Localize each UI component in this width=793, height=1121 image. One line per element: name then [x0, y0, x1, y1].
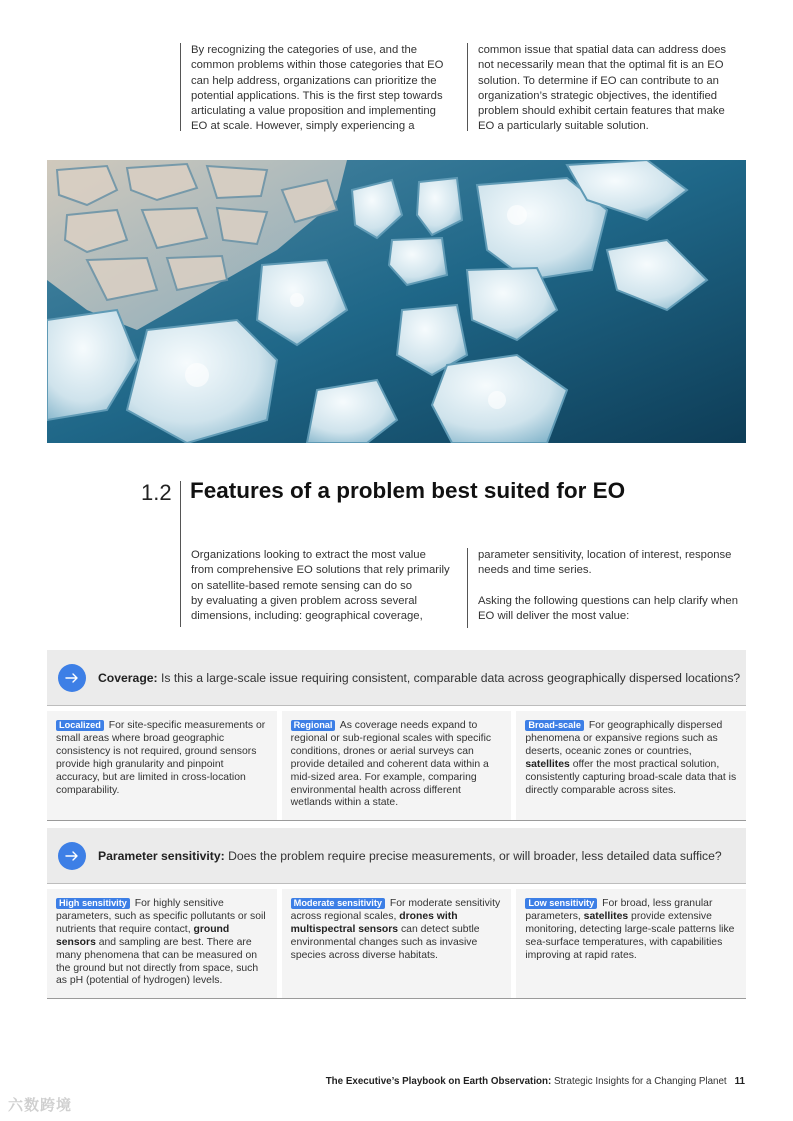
intro-right-line: organization’s strategic objectives, the identified [478, 89, 718, 102]
broad-scale-badge: Broad-scale [525, 720, 584, 731]
intro-right-line: not necessarily mean that the optimal fit is an EO [478, 59, 724, 72]
intro-right-line: common issue that spatial data can address does [478, 44, 727, 56]
footer-subtitle: Strategic Insights for a Changing Planet [551, 1076, 727, 1087]
section-intro-left-line: Organizations looking to extract the most value [191, 549, 426, 561]
intro-left-line: articulating a value proposition and implementing [191, 105, 436, 118]
sensitivity-label: Parameter sensitivity: [98, 849, 225, 863]
section-intro-left-line: dimensions, including: geographical coverage, [191, 610, 423, 623]
section-title: Features of a problem best suited for EO [190, 478, 626, 503]
card-text: As coverage needs expand to regional or sub-regional scales with specific conditions, drones or aerial surveys can provide detailed and coherent data within a mid-sized area. For example, comparing environmental health across different wetlands within a state. [290, 720, 492, 809]
sensitivity-card-moderate [282, 889, 512, 998]
moderate-sensitivity-badge: Moderate sensitivity [291, 898, 385, 909]
watermark: 六数跨境 [8, 1097, 73, 1114]
intro-left-text [191, 43, 466, 135]
section-heading-rule [180, 481, 181, 627]
sensitivity-question-text: Does the problem require precise measurements, or will broader, less detailed data suffice? [224, 849, 722, 863]
footer-title: The Executive’s Playbook on Earth Observation: [325, 1076, 552, 1087]
intro-left-line: can help address, organizations can prioritize the [191, 74, 437, 87]
intro-right-line: solution. To determine if EO can contribute to an [478, 74, 719, 87]
page-number: 11 [734, 1076, 745, 1087]
card-text: For site-specific measurements or small areas where broad geographic consistency is not required, ground sensors provide high granularity and pinpoint accuracy, but are limited in cross-location comparability. [56, 720, 266, 796]
card-emphasis: satellites [525, 758, 570, 770]
coverage-question-text: Is this a large-scale issue requiring consistent, comparable data across geographically dispersed locations? [157, 671, 741, 685]
coverage-card-regional [282, 711, 512, 820]
sea-ice-illustration [47, 160, 746, 443]
high-sensitivity-badge: High sensitivity [56, 898, 130, 909]
coverage-card-localized [47, 711, 277, 820]
intro-right-line: problem should exhibit certain features that make [478, 105, 725, 118]
section-intro-left-line: by evaluating a given problem across several [191, 594, 418, 607]
arrow-right-circle-icon [58, 664, 86, 692]
card-emphasis: ground sensors [56, 923, 230, 948]
card-text: provide extensive monitoring, detecting large-scale patterns like sea-surface temperatures, with capabilities improving at rapid rates. [525, 910, 735, 961]
section-intro-left [191, 548, 466, 624]
section-intro-left-line: from comprehensive EO solutions that rely primarily [191, 564, 450, 577]
localized-badge: Localized [56, 720, 104, 731]
coverage-label: Coverage: [98, 671, 158, 685]
intro-right-rule [467, 43, 468, 131]
low-sensitivity-badge: Low sensitivity [525, 898, 597, 909]
card-text: can detect subtle environmental changes such as invasive species across diverse habitats. [290, 923, 480, 961]
intro-right-text [478, 43, 753, 135]
sea-ice-hero-image [47, 160, 746, 443]
intro-left-line: common problems within those categories that EO [191, 59, 444, 72]
card-text: For moderate sensitivity across regional scales, [290, 898, 501, 922]
coverage-card-broad-scale [516, 711, 746, 820]
intro-left-line: potential applications. This is the first step towards [191, 89, 443, 102]
page-footer [326, 1076, 745, 1087]
section-intro-right-line: Asking the following questions can help clarify when [478, 594, 738, 607]
regional-badge: Regional [291, 720, 336, 731]
section-intro-right [478, 548, 753, 624]
intro-right-line: EO a particularly suitable solution. [478, 120, 649, 133]
sensitivity-card-low [516, 889, 746, 998]
section-intro-right-line: parameter sensitivity, location of interest, response [478, 549, 732, 561]
section-intro-left-line: on satellite-based remote sensing can do so [191, 579, 413, 592]
coverage-question [98, 671, 740, 685]
section-intro-right-line: EO will deliver the most value: [478, 609, 630, 622]
card-emphasis: satellites [583, 910, 629, 922]
card-text: and sampling are best. There are many phenomena that can be measured on the ground but not directly from space, such as pH (potential of hydrogen) levels. [56, 936, 259, 987]
card-text: offer the most practical solution, consistently capturing broad-scale data that is directly comparable across sites. [525, 758, 737, 796]
coverage-question-bar [47, 650, 746, 706]
section-number: 1.2 [141, 480, 172, 505]
card-text: For highly sensitive parameters, such as specific pollutants or soil nutrients that require contact, [56, 898, 266, 935]
card-text: For geographically dispersed phenomena or expansive regions such as deserts, oceanic zones or countries, [525, 720, 723, 757]
section-intro-right-line: needs and time series. [478, 564, 592, 577]
sensitivity-question-bar [47, 828, 746, 884]
sensitivity-card-high [47, 889, 277, 998]
intro-left-line: By recognizing the categories of use, and the [191, 44, 418, 56]
arrow-right-circle-icon [58, 842, 86, 870]
card-text: For broad, less granular parameters, [525, 898, 713, 922]
section-intro-right-rule [467, 548, 468, 628]
sensitivity-bottom-rule [47, 998, 746, 999]
intro-left-rule [180, 43, 181, 131]
coverage-bottom-rule [47, 820, 746, 821]
sensitivity-question [98, 849, 722, 863]
sensitivity-cards [47, 889, 746, 998]
card-emphasis: drones with multispectral sensors [290, 910, 458, 935]
intro-left-line: EO at scale. However, simply experiencing a [191, 120, 415, 133]
coverage-cards [47, 711, 746, 820]
